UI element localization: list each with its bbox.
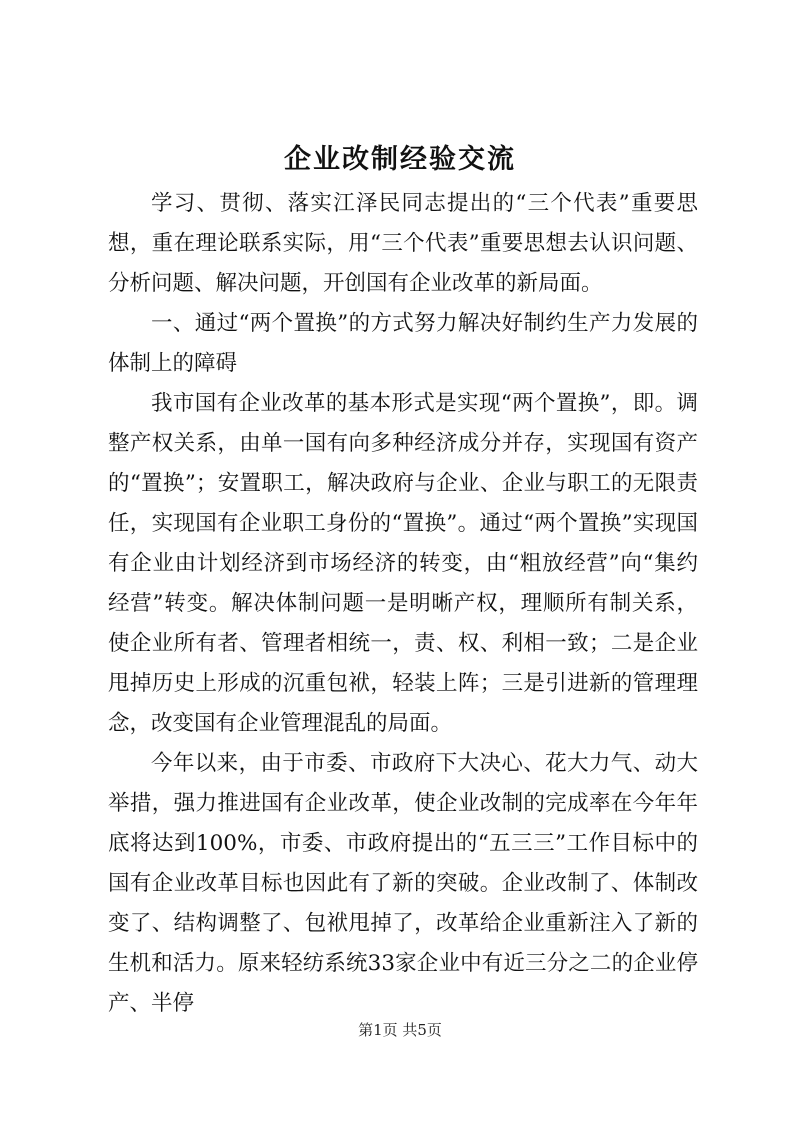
paragraph-section-heading: 一、通过“两个置换”的方式努力解决好制约生产力发展的体制上的障碍 [108, 311, 698, 376]
page-footer: 第1页 共5页 [358, 1021, 442, 1039]
paragraph-reform-form: 我市国有企业改革的基本形式是实现“两个置换”，即。调整产权关系，由单一国有向多种经济成分并存，实现国有资产的“置换”；安置职工，解决政府与企业、企业与职工的无限责任，实现国有企业职工身份的“置换”。通过“两个置换”实现国有企业由计划经济到市场经济的转变，由“粗放经营”向“集约经营”转变。解决体制问题一是明晰产权，理顺所有制关系，使企业所有者、管理者相统一，责、权、利相一致；二是企业甩掉历史上形成的沉重包袱，轻装上阵；三是引进新的管理理念，改变国有企业管理混乱的局面。 [108, 391, 698, 736]
document-body [108, 184, 698, 1024]
paragraph-this-year: 今年以来，由于市委、市政府下大决心、花大力气、动大举措，强力推进国有企业改革，使企业改制的完成率在今年年底将达到100%，市委、市政府提出的“五三三”工作目标中的国有企业改革目标也因此有了新的突破。企业改制了、体制改变了、结构调整了、包袱甩掉了，改革给企业重新注入了新的生机和活力。原来轻纺系统33家企业中有近三分之二的企业停产、半停 [108, 751, 698, 1016]
document-title: 企业改制经验交流 [284, 144, 516, 175]
paragraph-intro: 学习、贯彻、落实江泽民同志提出的“三个代表”重要思想，重在理论联系实际，用“三个代表”重要思想去认识问题、分析问题、解决问题，开创国有企业改革的新局面。 [108, 191, 698, 296]
